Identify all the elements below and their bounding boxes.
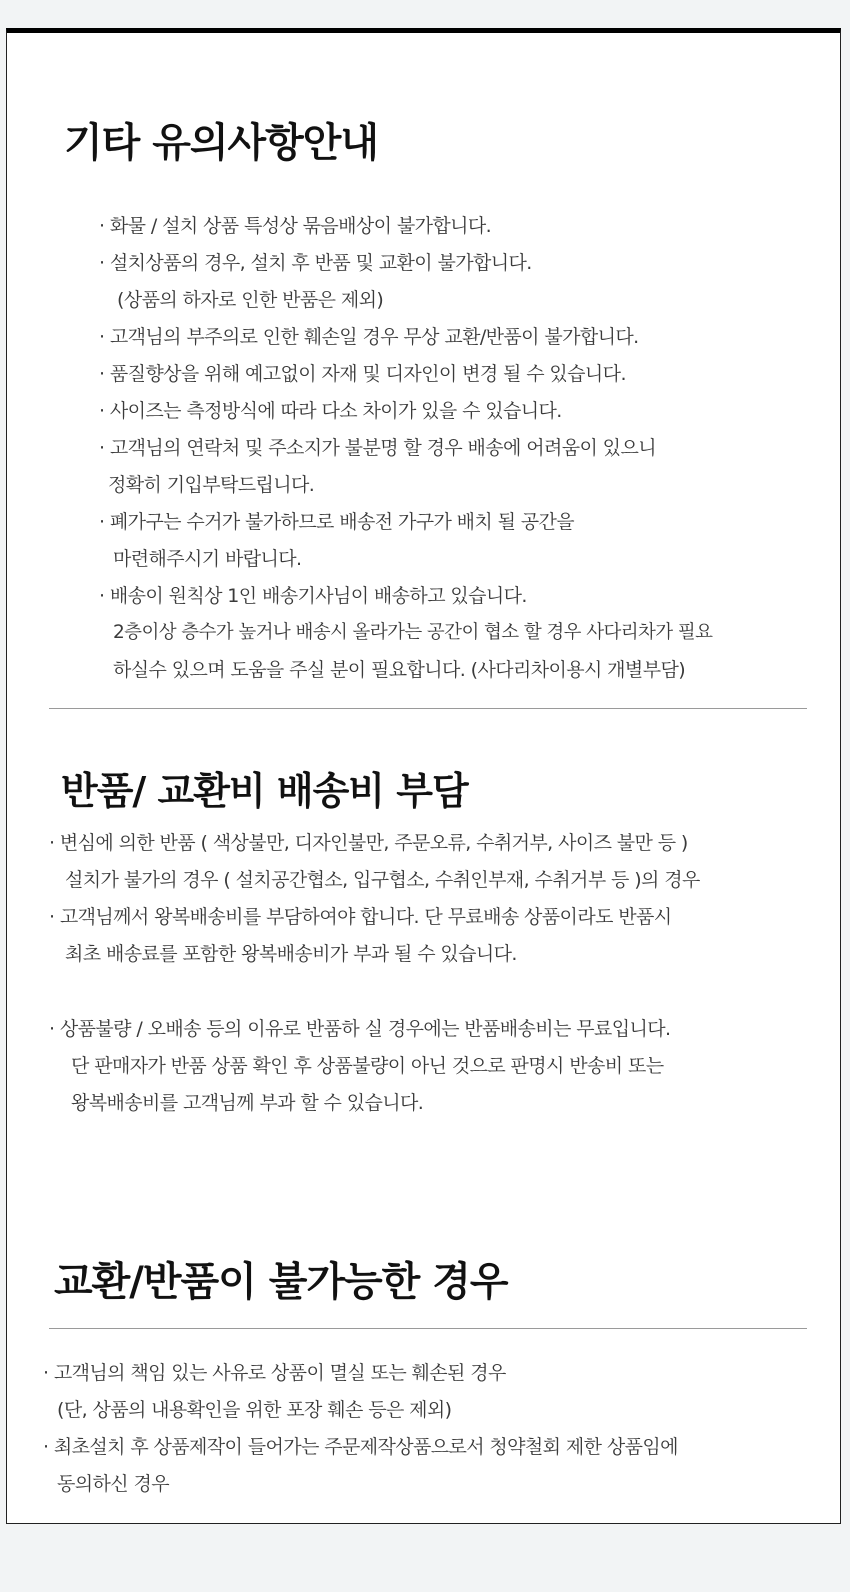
notice-line: · 상품불량 / 오배송 등의 이유로 반품하 실 경우에는 반품배송비는 무료입니다. <box>49 1018 671 1040</box>
section-divider <box>49 1328 807 1329</box>
notice-line: · 고객님의 책임 있는 사유로 상품이 멸실 또는 훼손된 경우 <box>43 1362 506 1384</box>
notice-line: 2층이상 층수가 높거나 배송시 올라가는 공간이 협소 할 경우 사다리차가 필요 <box>113 622 713 643</box>
notice-line: · 배송이 원칙상 1인 배송기사님이 배송하고 있습니다. <box>99 585 527 607</box>
notice-line: · 사이즈는 측정방식에 따라 다소 차이가 있을 수 있습니다. <box>99 400 562 422</box>
notice-line: · 폐가구는 수거가 불가하므로 배송전 가구가 배치 될 공간을 <box>99 511 575 533</box>
notice-line: (단, 상품의 내용확인을 위한 포장 훼손 등은 제외) <box>57 1399 452 1421</box>
notice-line: · 고객님의 연락처 및 주소지가 불분명 할 경우 배송에 어려움이 있으니 <box>99 437 656 459</box>
notice-line: · 변심에 의한 반품 ( 색상불만, 디자인불만, 주문오류, 수취거부, 사이즈 불만 등 ) <box>49 832 688 854</box>
notice-line: · 고객님의 부주의로 인한 훼손일 경우 무상 교환/반품이 불가합니다. <box>99 326 639 348</box>
section-title-return-shipping-fee: 반품/ 교환비 배송비 부담 <box>61 769 468 813</box>
notice-line: 최초 배송료를 포함한 왕복배송비가 부과 될 수 있습니다. <box>65 943 517 965</box>
notice-line: 하실수 있으며 도움을 주실 분이 필요합니다. (사다리차이용시 개별부담) <box>113 659 686 681</box>
notice-line: 왕복배송비를 고객님께 부과 할 수 있습니다. <box>71 1092 424 1114</box>
section-divider <box>49 708 807 709</box>
notice-line: 마련해주시기 바랍니다. <box>113 548 302 570</box>
notice-line: 동의하신 경우 <box>57 1473 169 1495</box>
notice-line: 정확히 기입부탁드립니다. <box>108 474 315 496</box>
section-title-other-notices: 기타 유의사항안내 <box>64 120 379 166</box>
notice-panel <box>6 28 841 1524</box>
notice-line: · 품질향상을 위해 예고없이 자재 및 디자인이 변경 될 수 있습니다. <box>99 363 626 385</box>
notice-line: 단 판매자가 반품 상품 확인 후 상품불량이 아닌 것으로 판명시 반송비 또는 <box>71 1055 664 1077</box>
notice-line: · 화물 / 설치 상품 특성상 묶음배상이 불가합니다. <box>99 215 492 237</box>
notice-line: · 고객님께서 왕복배송비를 부담하여야 합니다. 단 무료배송 상품이라도 반품시 <box>49 906 672 928</box>
notice-line: (상품의 하자로 인한 반품은 제외) <box>117 289 384 311</box>
section-title-non-returnable: 교환/반품이 불가능한 경우 <box>54 1259 508 1305</box>
notice-line: · 최초설치 후 상품제작이 들어가는 주문제작상품으로서 청약철회 제한 상품임에 <box>43 1436 678 1458</box>
notice-line: 설치가 불가의 경우 ( 설치공간협소, 입구협소, 수취인부재, 수취거부 등 )의 경우 <box>65 869 700 891</box>
notice-line: · 설치상품의 경우, 설치 후 반품 및 교환이 불가합니다. <box>99 252 532 274</box>
